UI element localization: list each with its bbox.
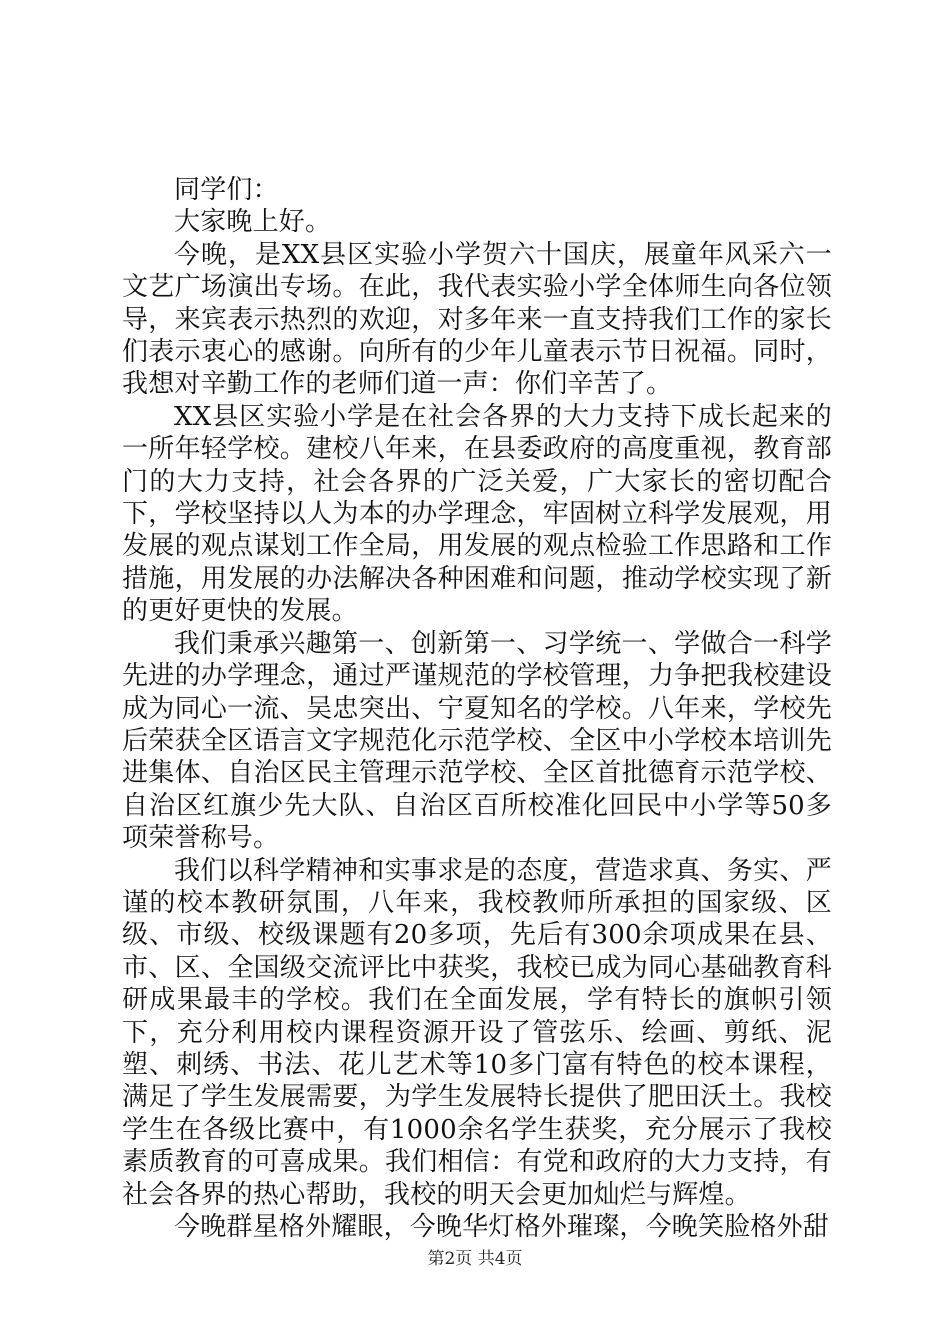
- paragraph-opening: 今晚，是XX县区实验小学贺六十国庆，展童年风采六一文艺广场演出专场。在此，我代表实验小学全体师生向各位领导，来宾表示热烈的欢迎，对多年来一直支持我们工作的家长们表示衷心的感谢。向所有的少年儿童表示节日祝福。同时，我想对辛勤工作的老师们道一声：你们辛苦了。: [122, 239, 832, 400]
- paragraph-honors: 我们秉承兴趣第一、创新第一、习学统一、学做合一科学先进的办学理念，通过严谨规范的学校管理，力争把我校建设成为同心一流、吴忠突出、宁夏知名的学校。八年来，学校先后荣获全区语言文字规范化示范学校、全区中小学校本培训先进集体、自治区民主管理示范学校、全区首批德育示范学校、自治区红旗少先大队、自治区百所校准化回民中小学等50多项荣誉称号。: [122, 628, 832, 854]
- salutation: 同学们：: [174, 175, 279, 205]
- paragraph-research: 我们以科学精神和实事求是的态度，营造求真、务实、严谨的校本教研氛围，八年来，我校教师所承担的国家级、区级、市级、校级课题有20多项，先后有300余项成果在县、市、区、全国级交流评比中获奖，我校已成为同心基础教育科研成果最丰的学校。我们在全面发展，学有特长的旗帜引领下，充分利用校内课程资源开设了管弦乐、绘画、剪纸、泥塑、刺绣、书法、花儿艺术等10多门富有特色的校本课程，满足了学生发展需要，为学生发展特长提供了肥田沃土。我校学生在各级比赛中，有1000余名学生获奖，充分展示了我校素质教育的可喜成果。我们相信：有党和政府的大力支持，有社会各界的热心帮助，我校的明天会更加灿烂与辉煌。: [122, 855, 832, 1210]
- document-body: [122, 174, 832, 1243]
- page-number-footer: 第2页 共4页: [427, 1249, 523, 1269]
- paragraph-school-intro: XX县区实验小学是在社会各界的大力支持下成长起来的一所年轻学校。建校八年来，在县委政府的高度重视，教育部门的大力支持，社会各界的广泛关爱，广大家长的密切配合下，学校坚持以人为本的办学理念，牢固树立科学发展观，用发展的观点谋划工作全局，用发展的观点检验工作思路和工作措施，用发展的办法解决各种困难和问题，推动学校实现了新的更好更快的发展。: [122, 401, 832, 627]
- paragraph-closing: 今晚群星格外耀眼，今晚华灯格外璀璨，今晚笑脸格外甜: [174, 1212, 830, 1242]
- greeting: 大家晚上好。: [174, 207, 332, 238]
